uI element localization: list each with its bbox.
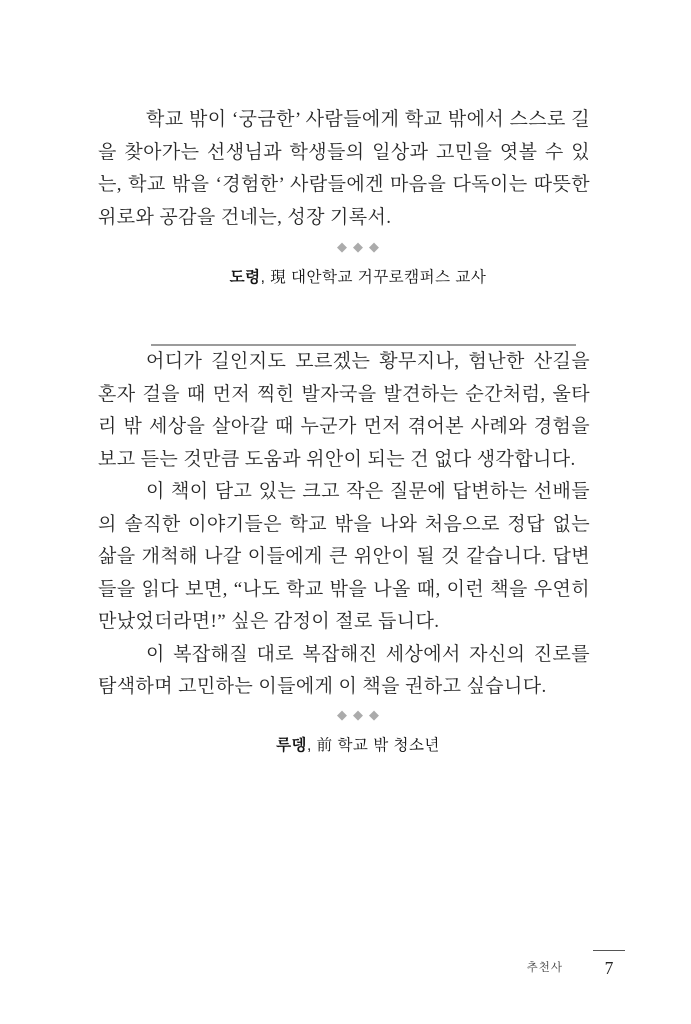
author-title: , 前 학교 밖 청소년 xyxy=(307,736,440,754)
recommendation-paragraph: 학교 밖이 ‘궁금한’ 사람들에게 학교 밖에서 스스로 길을 찾아가는 선생님과 학생들의 일상과 고민을 엿볼 수 있는, 학교 밖을 ‘경험한’ 사람들에겐 마음을 다독이는 따뜻한 위로와 공감을 건네는, 성장 기록서. xyxy=(98,109,590,228)
page-number-rule xyxy=(593,950,625,951)
page-content xyxy=(98,0,590,756)
diamond-ornament-icon: ◆◆◆ xyxy=(337,707,385,723)
attribution xyxy=(112,268,604,288)
recommendation-paragraph: 이 복잡해질 대로 복잡해진 세상에서 자신의 진로를 탐색하며 고민하는 이들에게 이 책을 권하고 싶습니다. xyxy=(98,643,590,697)
author-title: , 現 대안학교 거꾸로캠퍼스 교사 xyxy=(260,269,487,286)
attribution xyxy=(112,736,604,756)
page-number-block xyxy=(593,950,625,978)
author-name: 루뎅 xyxy=(276,736,308,754)
author-name: 도령 xyxy=(229,269,261,286)
page-footer xyxy=(527,950,625,978)
recommendation-paragraph: 이 책이 담고 있는 크고 작은 질문에 답변하는 선배들의 솔직한 이야기들은 학교 밖을 나와 처음으로 정답 없는 삶을 개척해 나갈 이들에게 큰 위안이 될 것 같습니다. 답변들을 읽다 보면, “나도 학교 밖을 나올 때, 이런 책을 우연히 만났었더라면!” 싶은 감정이 절로 듭니다. xyxy=(98,481,590,632)
page-number: 7 xyxy=(604,958,614,978)
footer-section-label: 추천사 xyxy=(526,962,563,974)
recommendation-paragraph: 어디가 길인지도 모르겠는 황무지나, 험난한 산길을 혼자 걸을 때 먼저 찍힌 발자국을 발견하는 순간처럼, 울타리 밖 세상을 살아갈 때 누군가 먼저 겪어본 사례와 경험을 보고 듣는 것만큼 도움과 위안이 되는 건 없다 생각합니다. xyxy=(98,351,590,470)
diamond-ornament-icon: ◆◆◆ xyxy=(337,240,385,255)
